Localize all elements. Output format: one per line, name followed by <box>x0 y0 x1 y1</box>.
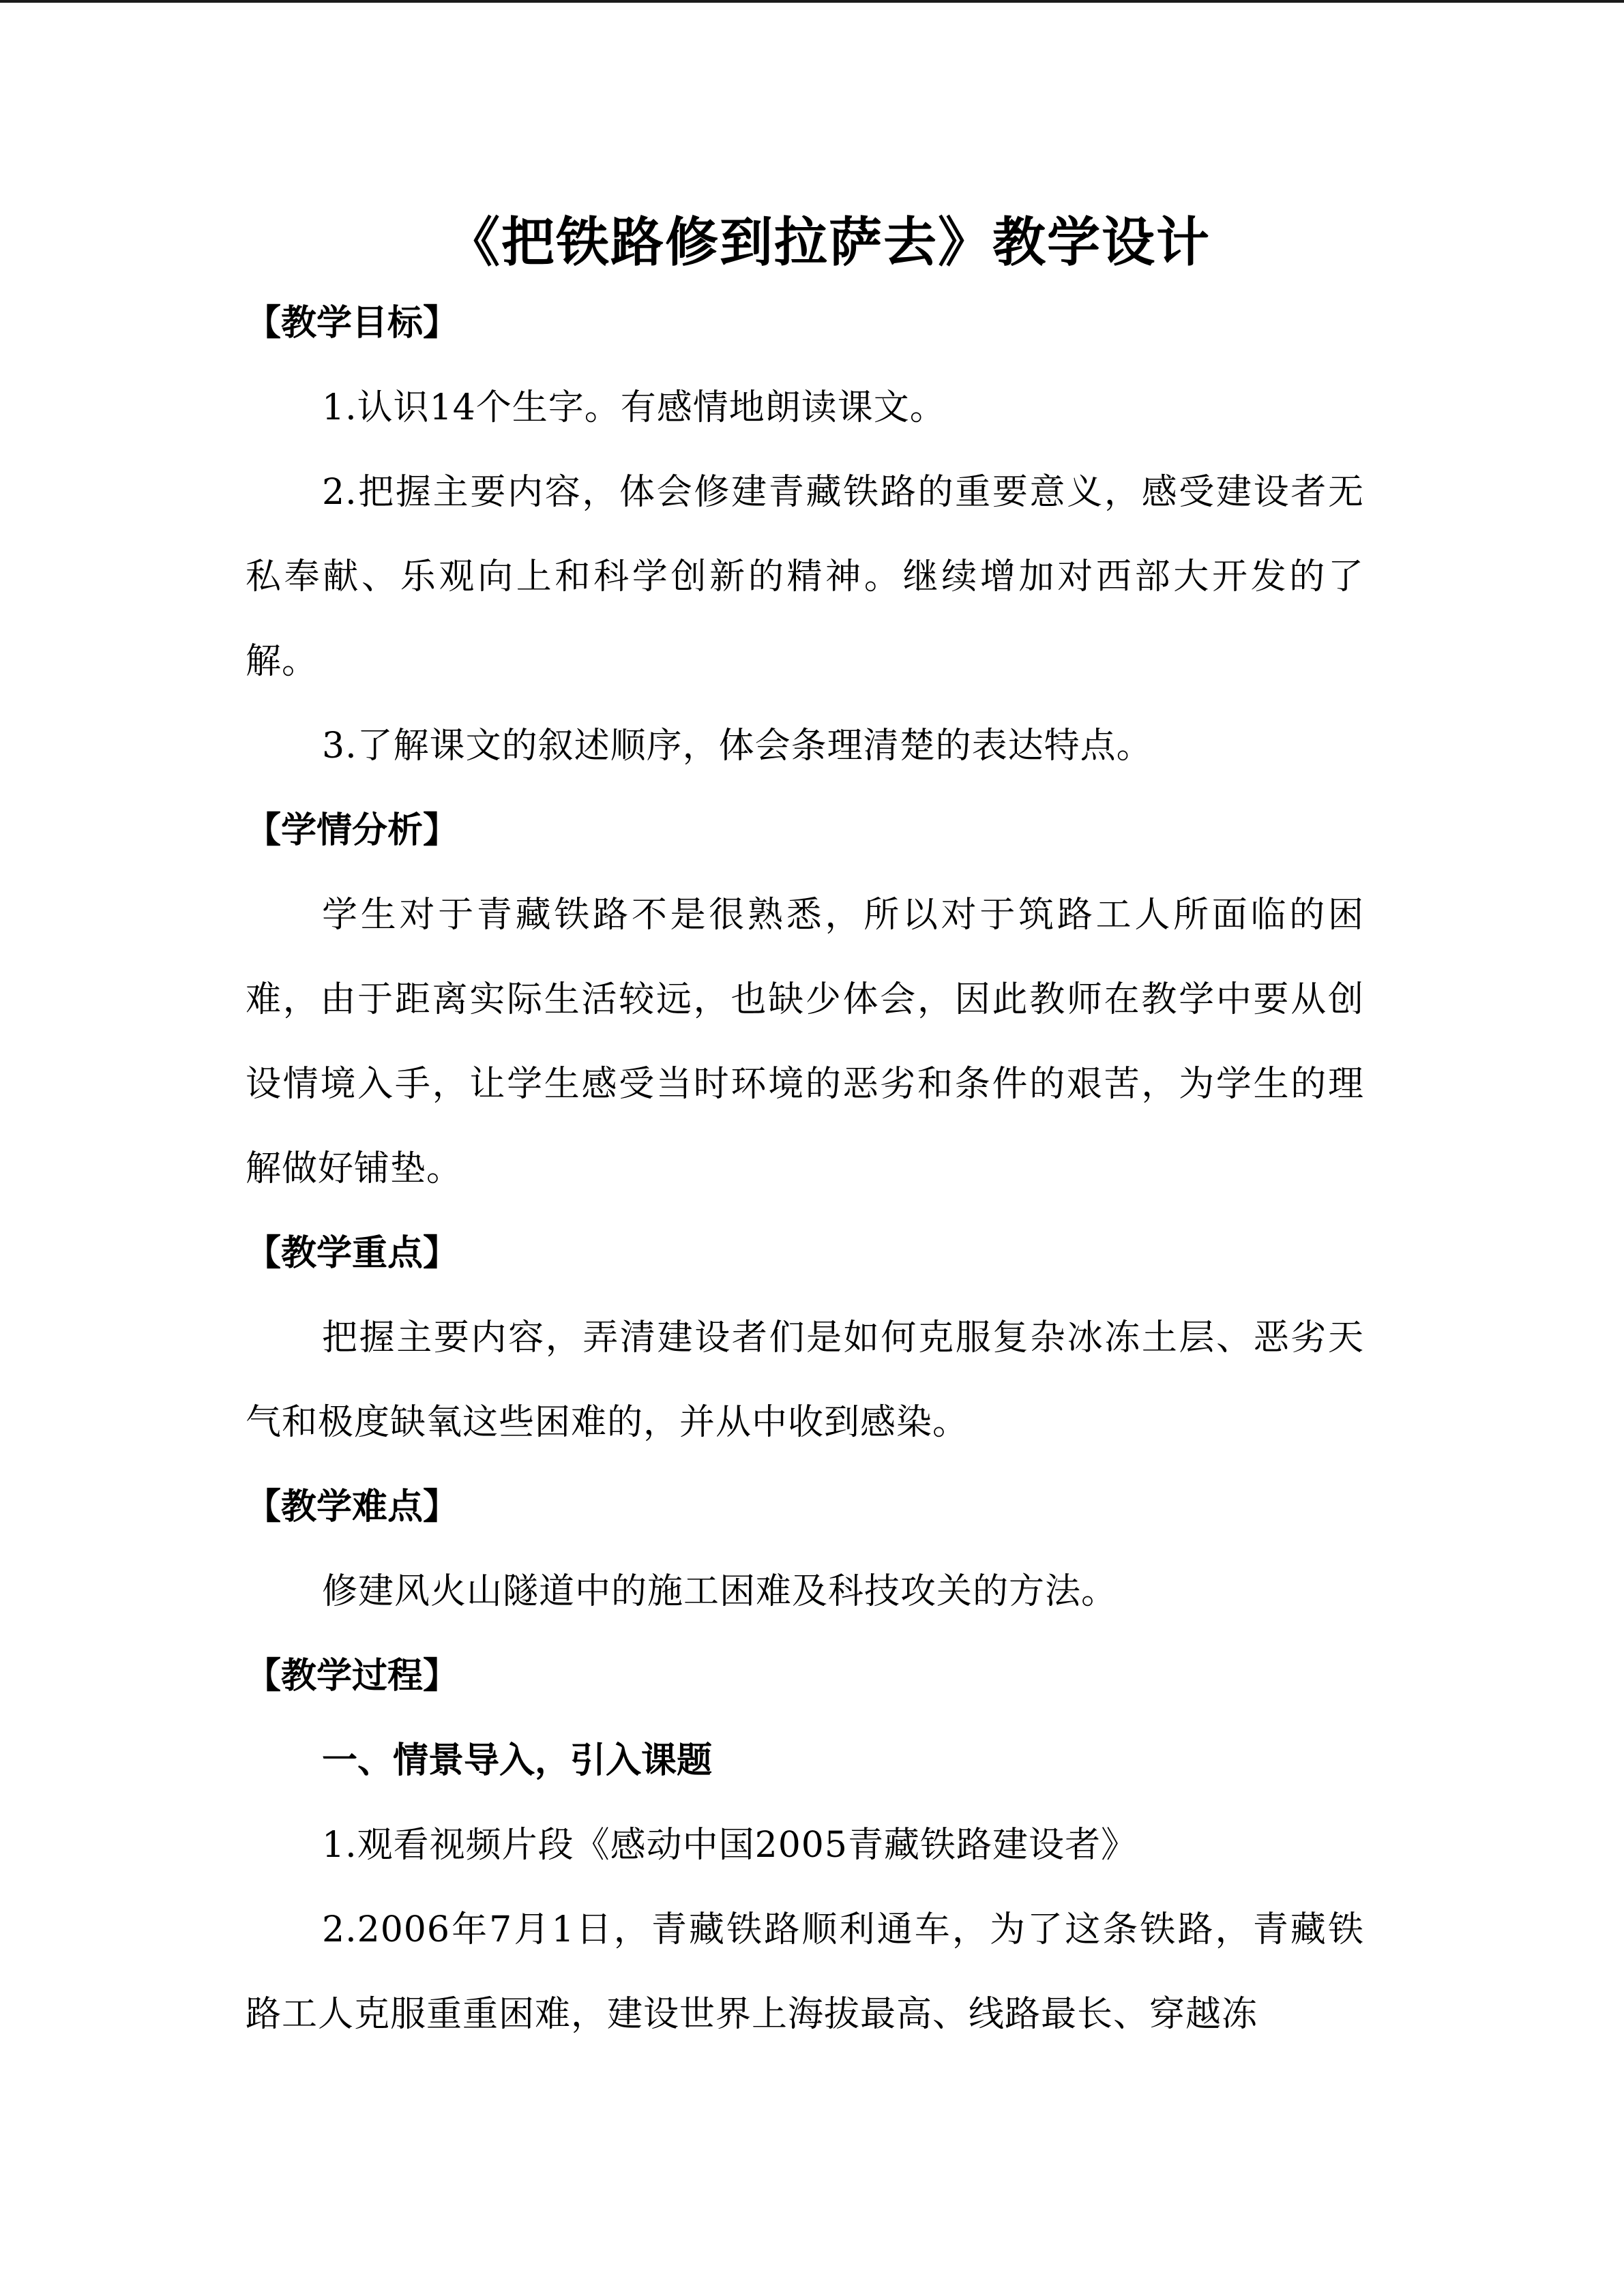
document-page <box>246 205 1364 2057</box>
paragraph-key-points: 把握主要内容，弄清建设者们是如何克服复杂冰冻土层、恶劣天气和极度缺氧这些困难的，并从中收到感染。 <box>246 1317 1364 1443</box>
paragraph-goal-3: 3.了解课文的叙述顺序，体会条理清楚的表达特点。 <box>322 726 1153 766</box>
paragraph-goal-1: 1.认识14个生字。有感情地朗读课文。 <box>322 387 946 428</box>
section-heading-student-analysis: 【学情分析】 <box>246 810 459 851</box>
page-top-border <box>0 0 1624 3</box>
paragraph-goal-2: 2.把握主要内容，体会修建青藏铁路的重要意义，感受建设者无私奉献、乐观向上和科学创新的精神。继续增加对西部大开发的了解。 <box>246 472 1364 682</box>
paragraph-process-2: 2.2006年7月1日，青藏铁路顺利通车，为了这条铁路，青藏铁路工人克服重重困难，建设世界上海拔最高、线路最长、穿越冻 <box>246 1909 1364 2035</box>
document-title: 《把铁路修到拉萨去》教学设计 <box>446 211 1211 273</box>
paragraph-student-analysis: 学生对于青藏铁路不是很熟悉，所以对于筑路工人所面临的困难，由于距离实际生活较远，也缺少体会，因此教师在教学中要从创设情境入手，让学生感受当时环境的恶劣和条件的艰苦，为学生的理解做好铺垫。 <box>246 895 1364 1189</box>
section-heading-teaching-process: 【教学过程】 <box>246 1656 459 1697</box>
section-heading-key-points: 【教学重点】 <box>246 1233 459 1274</box>
subheading-scenario-intro: 一、情景导入，引入课题 <box>322 1740 713 1781</box>
section-heading-teaching-goals: 【教学目标】 <box>246 303 459 344</box>
paragraph-process-1: 1.观看视频片段《感动中国2005青藏铁路建设者》 <box>322 1825 1137 1866</box>
paragraph-difficulties: 修建风火山隧道中的施工困难及科技攻关的方法。 <box>322 1571 1118 1612</box>
section-heading-difficulties: 【教学难点】 <box>246 1487 459 1527</box>
